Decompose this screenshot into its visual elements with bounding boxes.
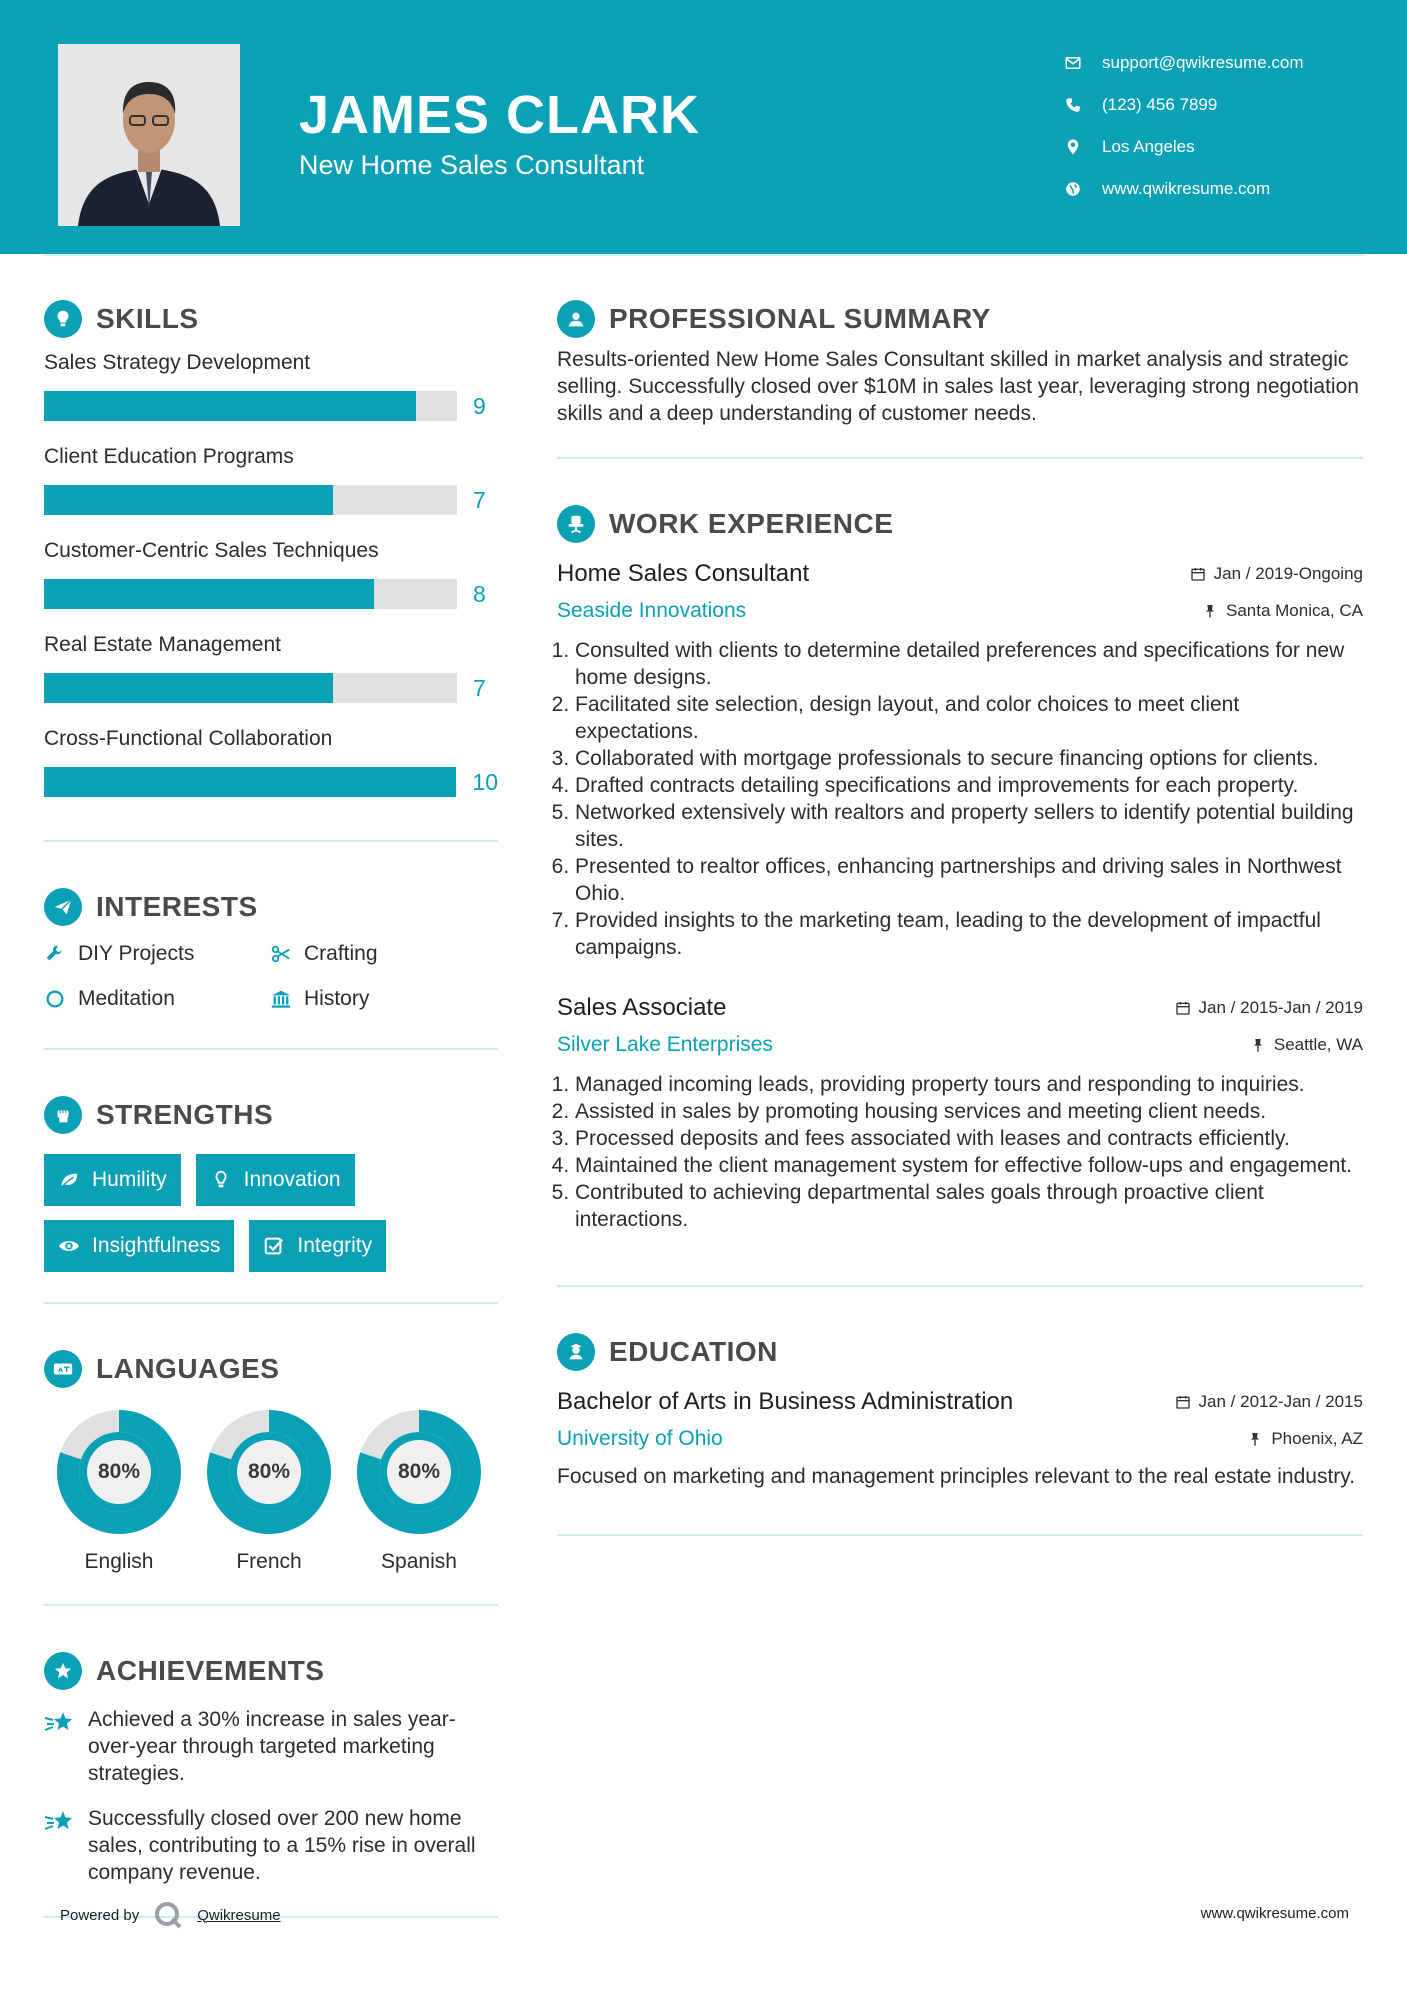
duty-item: 4. Drafted contracts detailing specifications and improvements for each property. — [575, 772, 1363, 799]
section-divider — [44, 1302, 498, 1304]
section-divider — [557, 1534, 1363, 1536]
skill-bar-fill — [44, 579, 374, 609]
skill-bar — [44, 673, 457, 703]
job-dates-text: Jan / 2019-Ongoing — [1213, 564, 1363, 583]
skill-item — [44, 348, 498, 434]
summary-title: PROFESSIONAL SUMMARY — [609, 303, 991, 334]
education-description: Focused on marketing and management principles relevant to the real estate industry. — [557, 1465, 1356, 1488]
language-percent: 80% — [397, 1460, 441, 1483]
language-item — [194, 1410, 344, 1574]
contact-location — [1064, 126, 1304, 168]
phone-icon — [1064, 96, 1082, 114]
job-dates — [1190, 564, 1363, 584]
lightbulb-icon — [44, 300, 82, 338]
strength-tag — [196, 1154, 355, 1206]
user-icon — [557, 300, 595, 338]
map-pin-icon — [1064, 138, 1082, 156]
section-divider — [44, 1048, 498, 1050]
job-role: Sales Associate — [557, 994, 727, 1021]
summary-text: Results-oriented New Home Sales Consultant skilled in market analysis and strategic selling. Successfully closed over $10M in sales last year, leveraging strong negotiation skills and a deep understanding of customer needs. — [557, 348, 1359, 425]
skill-name: Cross-Functional Collaboration — [44, 727, 333, 750]
achievements-heading — [44, 1650, 498, 1692]
duty-item: 3. Processed deposits and fees associated with leases and contracts efficiently. — [575, 1125, 1363, 1152]
achievement-text: Successfully closed over 200 new home sales, contributing to a 15% rise in overall company revenue. — [88, 1807, 476, 1884]
wrench-icon — [44, 943, 66, 965]
language-donut — [357, 1410, 481, 1534]
calendar-icon — [1190, 566, 1206, 582]
school: University of Ohio — [557, 1427, 723, 1450]
skill-item — [44, 724, 498, 810]
section-divider — [44, 1604, 498, 1606]
strengths-heading — [44, 1094, 498, 1136]
interests-title: INTERESTS — [96, 891, 258, 922]
section-divider — [44, 840, 498, 842]
duty-item: 1. Consulted with clients to determine detailed preferences and specifications for new home designs. — [575, 637, 1363, 691]
skill-bar — [44, 485, 457, 515]
contact-email[interactable] — [1064, 42, 1304, 84]
job-company: Silver Lake Enterprises — [557, 1033, 773, 1056]
strength-tag — [44, 1154, 181, 1206]
achievement-item — [44, 1706, 498, 1787]
education-title: EDUCATION — [609, 1336, 778, 1367]
experience-heading — [557, 503, 1363, 545]
skill-value: 8 — [473, 580, 486, 607]
skill-bar-fill — [44, 391, 416, 421]
skills-title: SKILLS — [96, 303, 199, 334]
language-donut — [207, 1410, 331, 1534]
strength-tag — [44, 1220, 234, 1272]
experience-title: WORK EXPERIENCE — [609, 508, 894, 539]
job-location-text: Santa Monica, CA — [1225, 601, 1363, 620]
job-entry — [557, 555, 1363, 961]
pushpin-icon — [1250, 1037, 1266, 1053]
resume-header — [0, 0, 1407, 254]
calendar-icon — [1175, 1394, 1191, 1410]
scissors-icon — [270, 943, 292, 965]
interests-heading — [44, 886, 498, 928]
section-divider — [557, 1285, 1363, 1287]
language-donut — [57, 1410, 181, 1534]
contact-phone-text: (123) 456 7899 — [1102, 95, 1218, 114]
skill-item — [44, 536, 498, 622]
strength-label: Innovation — [243, 1168, 341, 1191]
skill-bar-fill — [44, 485, 333, 515]
job-dates — [1175, 998, 1363, 1018]
skill-bar-fill — [44, 673, 333, 703]
qwikresume-logo-icon — [153, 1900, 183, 1930]
duty-item: 3. Collaborated with mortgage professionals to secure financing options for clients. — [575, 745, 1363, 772]
languages-heading — [44, 1348, 498, 1390]
achievements-list — [44, 1706, 498, 1886]
duty-item: 1. Managed incoming leads, providing property tours and responding to inquiries. — [575, 1071, 1363, 1098]
strength-label: Humility — [92, 1168, 167, 1191]
interest-item — [44, 940, 270, 967]
skill-value: 10 — [472, 768, 498, 795]
strength-label: Integrity — [297, 1234, 373, 1257]
skill-bar — [44, 579, 457, 609]
skill-bar — [44, 767, 456, 797]
contact-email-text: support@qwikresume.com — [1102, 53, 1304, 72]
language-name: Spanish — [381, 1550, 457, 1573]
strengths-title: STRENGTHS — [96, 1099, 274, 1130]
language-percent: 80% — [247, 1460, 291, 1483]
envelope-icon — [1064, 54, 1082, 72]
circle-icon — [44, 988, 66, 1010]
right-column — [557, 298, 1363, 1536]
interest-item — [44, 985, 270, 1012]
contact-website[interactable] — [1064, 168, 1304, 210]
star-badge-icon — [44, 1652, 82, 1690]
contact-location-text: Los Angeles — [1102, 137, 1195, 156]
contact-website-text: www.qwikresume.com — [1102, 179, 1271, 198]
skill-bar — [44, 391, 457, 421]
job-dates-text: Jan / 2015-Jan / 2019 — [1198, 998, 1363, 1017]
language-item — [344, 1410, 494, 1574]
skill-name: Client Education Programs — [44, 445, 294, 468]
skill-value: 7 — [473, 486, 486, 513]
left-column — [44, 298, 498, 1918]
education-location — [1247, 1429, 1363, 1449]
skill-item — [44, 630, 498, 716]
language-name: French — [236, 1550, 302, 1573]
achievement-text: Achieved a 30% increase in sales year-over-year through targeted marketing strategies. — [88, 1708, 456, 1785]
skill-name: Real Estate Management — [44, 633, 281, 656]
museum-icon — [270, 988, 292, 1010]
shooting-star-icon — [44, 1809, 76, 1835]
skill-name: Sales Strategy Development — [44, 351, 311, 374]
duty-item: 5. Contributed to achieving departmental sales goals through proactive client interactions. — [575, 1179, 1363, 1233]
duty-item: 2. Facilitated site selection, design layout, and color choices to meet client expectations. — [575, 691, 1363, 745]
language-name: English — [84, 1550, 154, 1573]
strength-label: Insightfulness — [92, 1234, 221, 1257]
duty-item: 7. Provided insights to the marketing team, leading to the development of impactful campaigns. — [575, 907, 1363, 961]
pushpin-icon — [1202, 603, 1218, 619]
calendar-icon — [1175, 1000, 1191, 1016]
job-role: Home Sales Consultant — [557, 560, 810, 587]
language-item — [44, 1410, 194, 1574]
interest-label: History — [304, 986, 370, 1010]
office-chair-icon — [557, 505, 595, 543]
job-company: Seaside Innovations — [557, 599, 747, 622]
profile-photo — [58, 44, 240, 226]
job-duties — [557, 637, 1363, 961]
skill-name: Customer-Centric Sales Techniques — [44, 539, 379, 562]
job-location-text: Seattle, WA — [1273, 1035, 1363, 1054]
candidate-name: JAMES CLARK — [299, 85, 701, 145]
contact-list — [1064, 42, 1304, 210]
job-duties — [557, 1071, 1363, 1233]
job-location — [1202, 601, 1363, 621]
job-location — [1250, 1035, 1363, 1055]
leaf-icon — [58, 1169, 80, 1191]
section-divider — [557, 457, 1363, 459]
duty-item: 5. Networked extensively with realtors and property sellers to identify potential building sites. — [575, 799, 1363, 853]
interest-item — [270, 940, 496, 967]
graduate-icon — [557, 1333, 595, 1371]
interest-label: DIY Projects — [78, 941, 195, 965]
education-dates-text: Jan / 2012-Jan / 2015 — [1198, 1392, 1363, 1411]
strength-tag — [249, 1220, 386, 1272]
job-entry — [557, 989, 1363, 1233]
fist-icon — [44, 1096, 82, 1134]
education-dates — [1175, 1392, 1363, 1412]
interests-list — [44, 940, 498, 1012]
achievement-item — [44, 1805, 498, 1886]
education-heading — [557, 1331, 1363, 1373]
globe-icon — [1064, 180, 1082, 198]
achievements-title: ACHIEVEMENTS — [96, 1655, 325, 1686]
skill-value: 9 — [473, 392, 486, 419]
summary-heading — [557, 298, 1363, 340]
skills-list — [44, 348, 498, 810]
duty-item: 2. Assisted in sales by promoting housing services and meeting client needs. — [575, 1098, 1363, 1125]
interest-item — [270, 985, 496, 1012]
eye-icon — [58, 1235, 80, 1257]
footer-website[interactable]: www.qwikresume.com — [1200, 1905, 1349, 1922]
interest-label: Meditation — [78, 986, 175, 1010]
svg-text:A: A — [57, 1366, 63, 1375]
language-percent: 80% — [97, 1460, 141, 1483]
pushpin-icon — [1247, 1431, 1263, 1447]
header-divider — [44, 254, 1364, 256]
interest-label: Crafting — [304, 941, 378, 965]
powered-by-text: Powered by — [60, 1906, 140, 1924]
languages-list — [44, 1410, 498, 1574]
education-location-text: Phoenix, AZ — [1271, 1429, 1363, 1448]
paper-plane-icon — [44, 888, 82, 926]
education-entry — [557, 1383, 1363, 1490]
skill-value: 7 — [473, 674, 486, 701]
duty-item: 6. Presented to realtor offices, enhancing partnerships and driving sales in Northwest Ohio. — [575, 853, 1363, 907]
check-square-icon — [263, 1235, 285, 1257]
contact-phone[interactable] — [1064, 84, 1304, 126]
skills-heading — [44, 298, 498, 340]
language-icon — [44, 1350, 82, 1388]
lightbulb-icon — [210, 1169, 232, 1191]
skill-item — [44, 442, 498, 528]
skill-bar-fill — [44, 767, 456, 797]
brand-link[interactable]: Qwikresume — [197, 1906, 281, 1924]
strengths-list — [44, 1154, 498, 1272]
candidate-title: New Home Sales Consultant — [299, 150, 645, 180]
footer-powered-by — [60, 1900, 281, 1930]
duty-item: 4. Maintained the client management system for effective follow-ups and engagement. — [575, 1152, 1363, 1179]
degree: Bachelor of Arts in Business Administration — [557, 1388, 1014, 1415]
shooting-star-icon — [44, 1710, 76, 1736]
languages-title: LANGUAGES — [96, 1353, 280, 1384]
